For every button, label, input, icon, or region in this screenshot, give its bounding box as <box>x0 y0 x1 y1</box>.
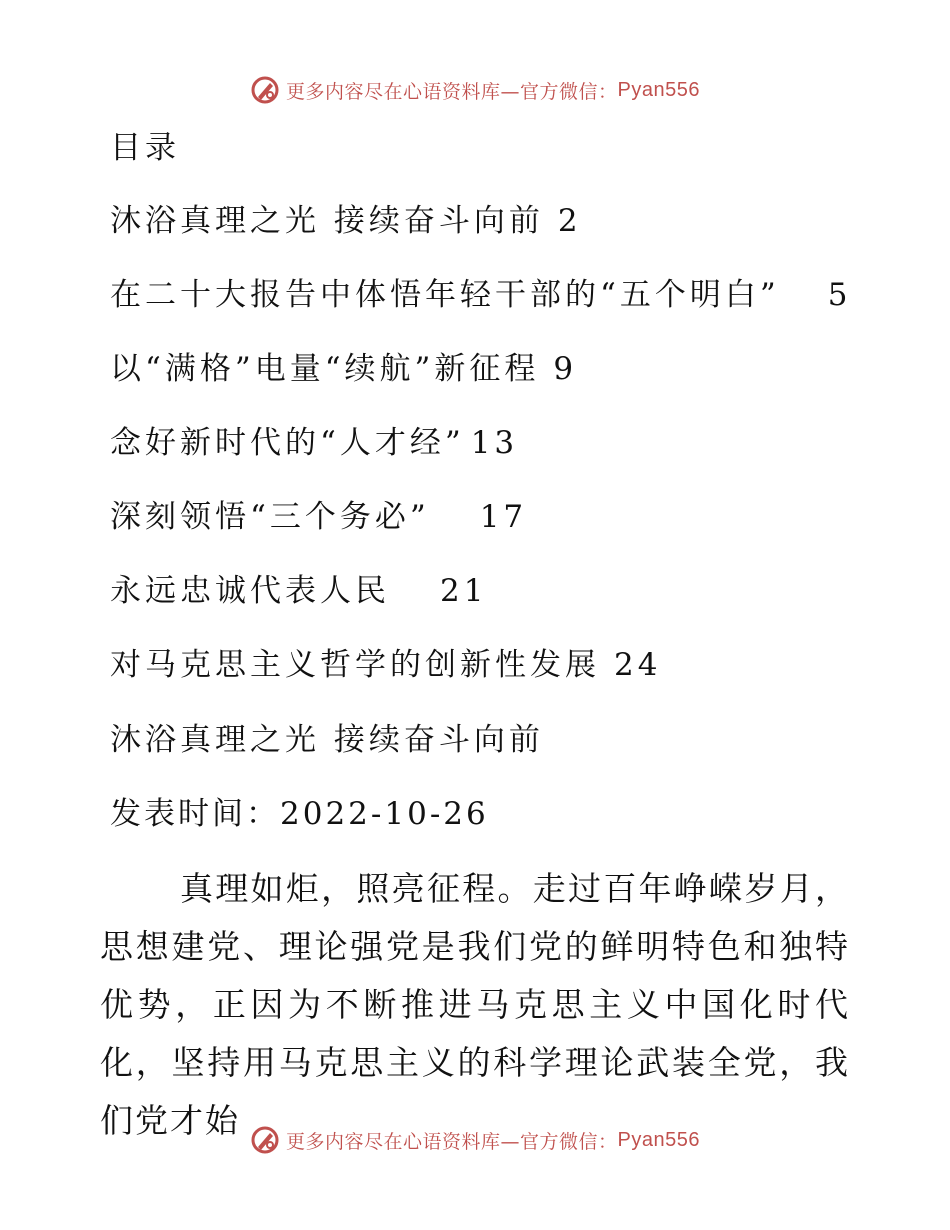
toc-item-title: 在二十大报告中体悟年轻干部的“五个明白” <box>110 277 780 313</box>
toc-item-page: 21 <box>440 573 488 609</box>
pen-logo-icon <box>250 1125 280 1155</box>
toc-item-page: 5 <box>827 277 852 313</box>
article-title: 沐浴真理之光 接续奋斗向前 <box>110 722 544 758</box>
toc-item-title: 对马克思主义哲学的创新性发展 <box>110 647 600 683</box>
toc-item-title: 以“满格”电量“续航”新征程 <box>110 351 540 387</box>
toc-item-page: 9 <box>553 351 578 387</box>
toc-item-title: 永远忠诚代表人民 <box>110 573 390 609</box>
toc-list <box>110 196 851 714</box>
toc-item[interactable] <box>110 418 851 492</box>
toc-item[interactable] <box>110 344 851 418</box>
publish-date-line <box>110 788 489 833</box>
toc-item[interactable] <box>110 640 851 714</box>
header-watermark <box>0 70 950 110</box>
watermark-wechat-id: Pyan556 <box>617 1128 700 1151</box>
toc-item[interactable] <box>110 492 851 566</box>
toc-item-page: 17 <box>479 499 528 535</box>
watermark-wechat-id: Pyan556 <box>617 78 700 101</box>
toc-item-page: 13 <box>470 425 519 461</box>
toc-item[interactable] <box>110 196 851 270</box>
toc-item-page: 2 <box>557 203 582 239</box>
pen-logo-icon <box>250 75 280 105</box>
toc-item[interactable] <box>110 270 851 344</box>
toc-item[interactable] <box>110 566 851 640</box>
watermark-text: 更多内容尽在心语资料库—官方微信： <box>286 80 618 103</box>
toc-item-page: 24 <box>614 647 662 683</box>
footer-watermark <box>0 1120 950 1160</box>
article-body-paragraph: 真理如炬，照亮征程。走过百年峥嵘岁月，思想建党、理论强党是我们党的鲜明特色和独特优势，正因为不断推进马克思主义中国化时代化，坚持用马克思主义的科学理论武装全党，我们党才始 <box>100 869 850 1140</box>
publish-date: 2022-10-26 <box>280 796 489 832</box>
toc-item-title: 沐浴真理之光 接续奋斗向前 <box>110 203 544 239</box>
toc-item-title: 念好新时代的“人才经” <box>110 425 465 461</box>
toc-item-title: 深刻领悟“三个务必” <box>110 499 430 535</box>
watermark-text: 更多内容尽在心语资料库—官方微信： <box>286 1130 618 1153</box>
publish-label: 发表时间： <box>110 796 280 832</box>
toc-heading: 目录 <box>110 130 180 166</box>
